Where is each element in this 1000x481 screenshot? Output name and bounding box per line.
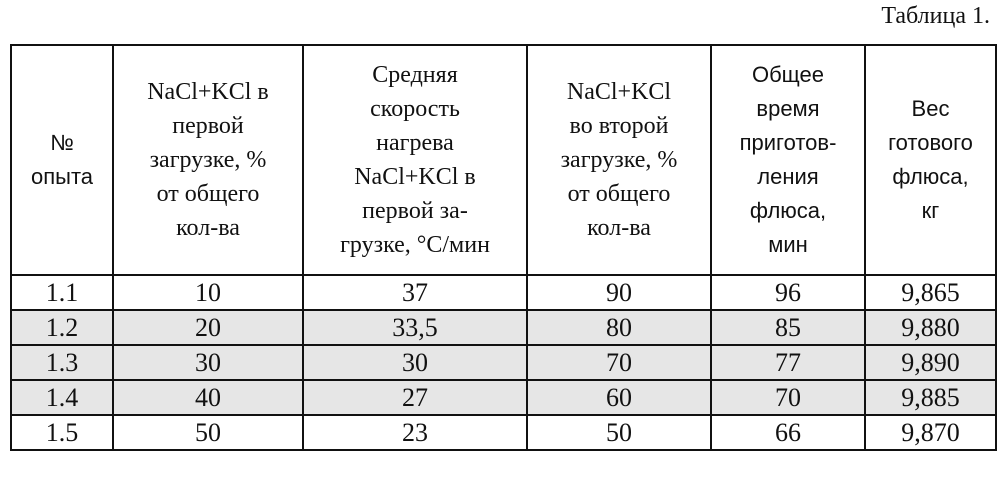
cell-first-load-percent: 50 xyxy=(113,415,303,450)
header-line: NaCl+KCl в xyxy=(147,79,269,105)
header-line: от общего xyxy=(156,181,260,207)
cell-total-time: 70 xyxy=(711,380,865,415)
cell-heating-rate: 30 xyxy=(303,345,527,380)
table-row xyxy=(11,275,996,310)
cell-first-load-percent: 40 xyxy=(113,380,303,415)
table-row xyxy=(11,415,996,450)
header-flux-weight xyxy=(865,45,996,275)
cell-experiment-number: 1.1 xyxy=(11,275,113,310)
cell-total-time: 66 xyxy=(711,415,865,450)
cell-second-load-percent: 90 xyxy=(527,275,711,310)
cell-flux-weight: 9,885 xyxy=(865,380,996,415)
cell-first-load-percent: 10 xyxy=(113,275,303,310)
header-line: нагрева xyxy=(376,130,454,156)
header-line: грузке, °С/мин xyxy=(340,232,490,258)
cell-total-time: 77 xyxy=(711,345,865,380)
cell-first-load-percent: 20 xyxy=(113,310,303,345)
table-caption: Таблица 1. xyxy=(881,3,990,29)
cell-flux-weight: 9,865 xyxy=(865,275,996,310)
cell-second-load-percent: 50 xyxy=(527,415,711,450)
header-line: мин xyxy=(768,232,808,257)
header-line: кг xyxy=(921,198,940,223)
header-line: флюса, xyxy=(892,164,969,189)
cell-flux-weight: 9,870 xyxy=(865,415,996,450)
header-line: во второй xyxy=(569,113,669,139)
experiment-table xyxy=(10,44,997,451)
header-line: от общего xyxy=(567,181,671,207)
header-line: Средняя xyxy=(372,62,458,88)
header-line: флюса, xyxy=(749,198,827,223)
header-line: Вес xyxy=(911,96,950,121)
header-experiment-number xyxy=(11,45,113,275)
header-line: время xyxy=(756,96,820,121)
header-line: NaCl+KCl в xyxy=(354,164,476,190)
header-line: кол-ва xyxy=(176,215,240,241)
header-line: приготов- xyxy=(739,130,837,155)
header-line: кол-ва xyxy=(587,215,651,241)
cell-flux-weight: 9,880 xyxy=(865,310,996,345)
cell-second-load-percent: 70 xyxy=(527,345,711,380)
header-line: скорость xyxy=(370,96,460,122)
header-line: первой xyxy=(172,113,244,139)
header-total-time xyxy=(711,45,865,275)
header-heating-rate xyxy=(303,45,527,275)
cell-first-load-percent: 30 xyxy=(113,345,303,380)
header-line: готового xyxy=(888,130,973,155)
header-line: Общее xyxy=(751,62,825,87)
cell-flux-weight: 9,890 xyxy=(865,345,996,380)
header-line: NaCl+KCl xyxy=(566,79,672,105)
cell-experiment-number: 1.5 xyxy=(11,415,113,450)
cell-second-load-percent: 80 xyxy=(527,310,711,345)
table-row xyxy=(11,345,996,380)
cell-second-load-percent: 60 xyxy=(527,380,711,415)
cell-experiment-number: 1.3 xyxy=(11,345,113,380)
cell-heating-rate: 23 xyxy=(303,415,527,450)
cell-heating-rate: 27 xyxy=(303,380,527,415)
cell-total-time: 85 xyxy=(711,310,865,345)
header-line: ления xyxy=(757,164,819,189)
cell-experiment-number: 1.4 xyxy=(11,380,113,415)
header-line: загрузке, % xyxy=(149,147,267,173)
table-row xyxy=(11,380,996,415)
header-first-load-percent xyxy=(113,45,303,275)
cell-experiment-number: 1.2 xyxy=(11,310,113,345)
header-line: № xyxy=(50,130,74,155)
cell-total-time: 96 xyxy=(711,275,865,310)
cell-heating-rate: 37 xyxy=(303,275,527,310)
header-line: первой за- xyxy=(362,198,468,224)
header-line: загрузке, % xyxy=(560,147,678,173)
table-row xyxy=(11,310,996,345)
header-line: опыта xyxy=(30,164,94,189)
header-second-load-percent xyxy=(527,45,711,275)
cell-heating-rate: 33,5 xyxy=(303,310,527,345)
header-row xyxy=(11,45,996,275)
